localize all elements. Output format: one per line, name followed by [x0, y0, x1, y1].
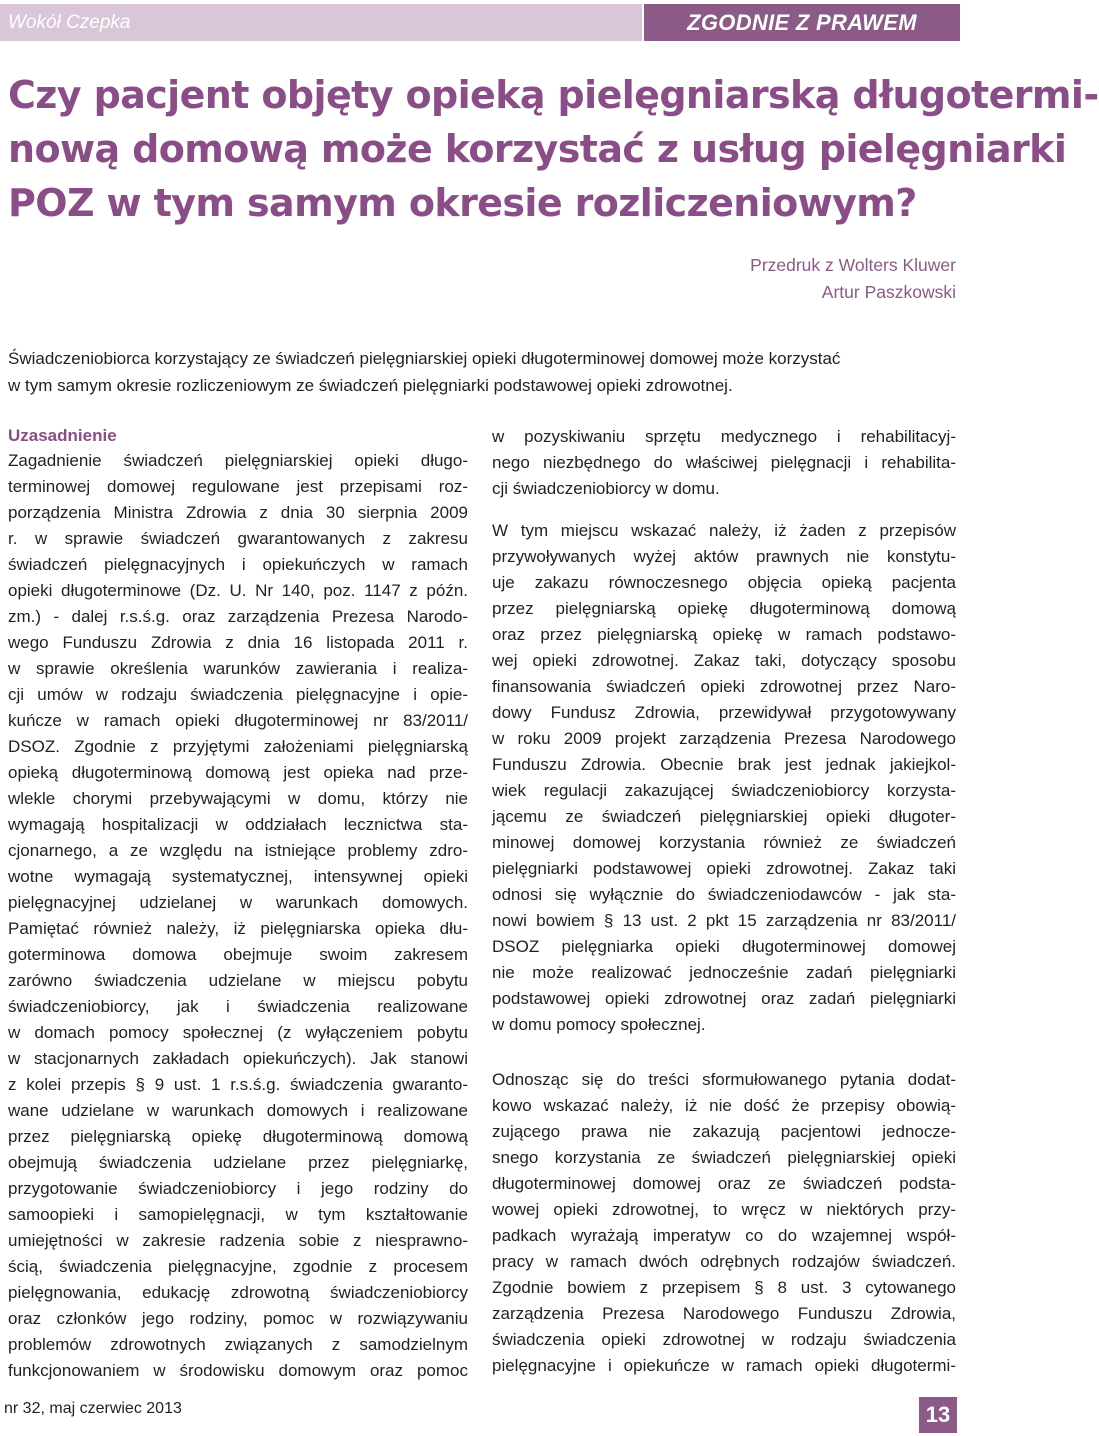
- text-line: świadczeń pielęgnacyjnych i opiekuńczych w ramach: [8, 555, 468, 574]
- text-line: pielęgniarki podstawowej opieki zdrowotnej. Zakaz taki: [492, 859, 956, 878]
- section-heading: Uzasadnienie: [8, 426, 117, 445]
- text-line: Funduszu Zdrowia. Obecnie brak jest jednak jakiejkol-: [492, 755, 956, 774]
- text-line: dowy Fundusz Zdrowia, przewidywał przygotowywany: [492, 703, 956, 722]
- right-column: [492, 424, 956, 1379]
- text-line: przygotowanie świadczeniobiorcy i jego rodziny do: [8, 1179, 468, 1198]
- header-bar: [0, 4, 960, 41]
- text-line: ścią, świadczenia pielęgnacyjne, zgodnie z procesem: [8, 1257, 468, 1276]
- text-line: świadczeniobiorcy, jak i świadczenia realizowane: [8, 997, 468, 1016]
- paragraph-gap: [492, 502, 956, 518]
- text-line: w stacjonarnych zakładach opiekuńczych). Jak stanowi: [8, 1049, 468, 1068]
- text-line: Odnosząc się do treści sformułowanego pytania dodat-: [492, 1070, 956, 1089]
- text-line: goterminowa domowa obejmuje swoim zakresem: [8, 945, 468, 964]
- text-line: w domach pomocy społecznej (z wyłączeniem pobytu: [8, 1023, 468, 1042]
- section-label-left: Wokół Czepka: [0, 4, 642, 41]
- left-column-body: [8, 448, 468, 1384]
- lead-line: Świadczeniobiorca korzystający ze świadczeń pielęgniarskiej opieki długoterminowej domowej może korzystać: [8, 349, 841, 368]
- text-line: wej opieki zdrowotnej. Zakaz taki, dotyczący sposobu: [492, 651, 956, 670]
- section-label-right: ZGODNIE Z PRAWEM: [644, 4, 960, 41]
- text-line: padkach wyrażają imperatyw co do wzajemnej współ-: [492, 1226, 956, 1245]
- text-line: opieką długoterminową domową jest opieka nad prze-: [8, 763, 468, 782]
- text-line: pielęgnacyjne i opiekuńcze w ramach opieki długotermi-: [492, 1356, 956, 1375]
- text-line: pielęgnacyjnej udzielanej w warunkach domowych.: [8, 893, 468, 912]
- text-line: minowej domowej korzystania również ze świadczeń: [492, 833, 956, 852]
- text-line: uje zakazu równoczesnego objęcia opieką pacjenta: [492, 573, 956, 592]
- text-line: problemów zdrowotnych związanych z samodzielnym: [8, 1335, 468, 1354]
- text-line: Pamiętać również należy, iż pielęgniarska opieka dłu-: [8, 919, 468, 938]
- text-line: wotne wymagają systematycznej, intensywnej opieki: [8, 867, 468, 886]
- text-line: pielęgnowania, edukację zdrowotną świadczeniobiorcy: [8, 1283, 468, 1302]
- article-lead: [8, 345, 958, 399]
- author: Artur Paszkowski: [821, 282, 956, 302]
- text-line: świadczenia opieki zdrowotnej w rodzaju świadczenia: [492, 1330, 956, 1349]
- text-line: Zagadnienie świadczeń pielęgniarskiej opieki długo-: [8, 451, 468, 470]
- text-line: jącemu ze świadczeń pielęgniarskiej opieki długoter-: [492, 807, 956, 826]
- text-line: wiek regulacji zakazującej świadczeniobiorcy korzysta-: [492, 781, 956, 800]
- text-line: przez pielęgniarską opiekę długoterminową domową: [492, 599, 956, 618]
- page-number-badge: 13: [919, 1397, 957, 1433]
- left-column: [8, 424, 468, 1384]
- text-line: przez pielęgniarską opiekę długoterminową domową: [8, 1127, 468, 1146]
- text-line: długoterminowej domowej oraz ze świadczeń podsta-: [492, 1174, 956, 1193]
- text-line: oraz członków jego rodziny, pomoc w rozwiązywaniu: [8, 1309, 468, 1328]
- text-line: obejmują świadczenia udzielane przez pielęgniarkę,: [8, 1153, 468, 1172]
- text-line: porządzenia Ministra Zdrowia z dnia 30 sierpnia 2009: [8, 503, 468, 522]
- text-line: kowo wskazać należy, iż nie dość że przepisy obowią-: [492, 1096, 956, 1115]
- text-line: wlekle chorymi przebywającymi w domu, którzy nie: [8, 789, 468, 808]
- text-line: r. w sprawie świadczeń gwarantowanych z zakresu: [8, 529, 468, 548]
- text-line: oraz przez pielęgniarską opiekę w ramach podstawo-: [492, 625, 956, 644]
- lead-line: w tym samym okresie rozliczeniowym ze świadczeń pielęgniarki podstawowej opieki zdrowotnej.: [8, 376, 733, 395]
- text-line: wymagają hospitalizacji w oddziałach lecznictwa sta-: [8, 815, 468, 834]
- text-line: umiejętności w zakresie radzenia sobie z niesprawno-: [8, 1231, 468, 1250]
- text-line: w roku 2009 projekt zarządzenia Prezesa Narodowego: [492, 729, 956, 748]
- text-line: cji umów w rodzaju świadczenia pielęgnacyjne i opie-: [8, 685, 468, 704]
- text-line: cjonarnego, a ze względu na istniejące problemy zdro-: [8, 841, 468, 860]
- text-line: nowi bowiem § 13 ust. 2 pkt 15 zarządzenia nr 83/2011/: [492, 911, 956, 930]
- paragraph: [492, 1067, 956, 1379]
- text-line: odnosi się wyłącznie do świadczeniodawców - jak sta-: [492, 885, 956, 904]
- title-line: Czy pacjent objęty opieką pielęgniarską długotermi-: [8, 73, 1099, 117]
- paragraph: [492, 424, 956, 502]
- text-line: przywoływanych wyżej aktów prawnych nie konstytu-: [492, 547, 956, 566]
- title-line: nową domową może korzystać z usług pielęgniarki: [8, 127, 1067, 171]
- text-line: cji świadczeniobiorcy w domu.: [492, 479, 720, 498]
- text-line: finansowania świadczeń opieki zdrowotnej przez Naro-: [492, 677, 956, 696]
- issue-info: nr 32, maj czerwiec 2013: [4, 1400, 182, 1417]
- text-line: terminowej domowej regulowane jest przepisami roz-: [8, 477, 468, 496]
- text-line: Zgodnie bowiem z przepisem § 8 ust. 3 cytowanego: [492, 1278, 956, 1297]
- text-line: zm.) - dalej r.s.ś.g. oraz zarządzenia Prezesa Narodo-: [8, 607, 468, 626]
- paragraph: [492, 518, 956, 1038]
- text-line: pracy w ramach dwóch odrębnych rodzajów świadczeń.: [492, 1252, 956, 1271]
- text-line: w domu pomocy społecznej.: [492, 1015, 706, 1034]
- text-line: nie może realizować jednocześnie zadań pielęgniarki: [492, 963, 956, 982]
- text-line: snego korzystania ze świadczeń pielęgniarskiej opieki: [492, 1148, 956, 1167]
- text-line: funkcjonowaniem w środowisku domowym oraz pomoc: [8, 1361, 468, 1380]
- text-line: wane udzielane w warunkach domowych i realizowane: [8, 1101, 468, 1120]
- text-line: zującego prawa nie zakazują pacjentowi jednocze-: [492, 1122, 956, 1141]
- paragraph-gap: [492, 1038, 956, 1067]
- text-line: samoopieki i samopielęgnacji, w tym kształtowanie: [8, 1205, 468, 1224]
- text-line: zarządzenia Prezesa Narodowego Funduszu Zdrowia,: [492, 1304, 956, 1323]
- text-line: DSOZ. Zgodnie z przyjętymi założeniami pielęgniarską: [8, 737, 468, 756]
- text-line: DSOZ pielęgniarka opieki długoterminowej domowej: [492, 937, 956, 956]
- article-credits: [750, 252, 956, 306]
- text-line: wowej opieki zdrowotnej, to wręcz w niektórych przy-: [492, 1200, 956, 1219]
- text-line: podstawowej opieki zdrowotnej oraz zadań pielęgniarki: [492, 989, 956, 1008]
- text-line: z kolei przepis § 9 ust. 1 r.s.ś.g. świadczenia gwaranto-: [8, 1075, 468, 1094]
- text-line: nego niezbędnego do właściwej pielęgnacji i rehabilita-: [492, 453, 956, 472]
- text-line: opieki długoterminowe (Dz. U. Nr 140, poz. 1147 z późn.: [8, 581, 468, 600]
- text-line: zarówno świadczenia udzielane w miejscu pobytu: [8, 971, 468, 990]
- title-line: POZ w tym samym okresie rozliczeniowym?: [8, 181, 917, 225]
- text-line: w pozyskiwaniu sprzętu medycznego i rehabilitacyj-: [492, 427, 956, 446]
- text-line: kuńcze w ramach opieki długoterminowej nr 83/2011/: [8, 711, 468, 730]
- text-line: w sprawie określenia warunków zawierania i realiza-: [8, 659, 468, 678]
- text-line: W tym miejscu wskazać należy, iż żaden z przepisów: [492, 521, 956, 540]
- article-title: [8, 68, 1099, 230]
- text-line: wego Funduszu Zdrowia z dnia 16 listopada 2011 r.: [8, 633, 468, 652]
- reprint-source: Przedruk z Wolters Kluwer: [750, 255, 956, 275]
